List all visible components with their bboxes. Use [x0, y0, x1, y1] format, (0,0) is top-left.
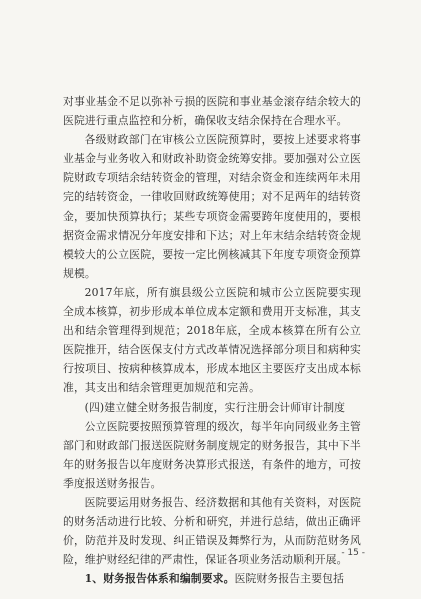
section-heading: (四)建立健全财务报告制度，实行注册会计师审计制度 — [84, 400, 346, 414]
subsection-heading: 1、财务报告体系和编制要求。 — [84, 572, 235, 586]
subsection-text: 医院财务报告主要包括 — [234, 572, 345, 586]
subsection-paragraph — [63, 569, 361, 588]
body-paragraph-2: 各级财政部门在审核公立医院预算时，要按上述要求将事业基金与业务收入和财政补助资金统筹安排。要加强对公立医院财政专项结余结转资金的管理，对结余资金和连续两年未用完的结转资金，一律收回财政统筹使用；对不足两年的结转资金，要加快预算执行；某些专项资金需要跨年度使用的，要根据资金需求情况分年度安排和下达；对上年末结余结转资金规模较大的公立医院，要按一定比例核减其下年度专项资金预算规模。 — [63, 133, 361, 280]
page-number: - 15 - — [341, 548, 365, 558]
body-paragraph-3: 2017年底，所有旗县级公立医院和城市公立医院要实现全成本核算，初步形成本单位成本定额和费用开支标准，其支出和结余管理得到规范；2018年底，全成本核算在所有公立医院推开，结合医保支付方式改革情况选择部分项目和病种实行按项目、按病种核算成本，形成本地区主要医疗支出成本标准，其支出和结余管理更加规范和完善。 — [63, 285, 361, 395]
body-paragraph-4: 公立医院要按照预算管理的级次，每半年向同级业务主管部门和财政部门报送医院财务制度规定的财务报告，其中下半年的财务报告以年度财务决算形式报送，有条件的地方，可按季度报送财务报告。 — [63, 419, 361, 490]
body-paragraph-1: 对事业基金不足以弥补亏损的医院和事业基金滚存结余较大的医院进行重点监控和分析，确保收支结余保持在合理水平。 — [63, 95, 361, 128]
body-paragraph-5: 医院要运用财务报告、经济数据和其他有关资料，对医院的财务活动进行比较、分析和研究，并进行总结，做出正确评价，防范并及时发现、纠正错误及舞弊行为，从而防范财务风险，维护财经纪律的严肃性，保证各项业务活动顺利开展。 — [63, 495, 361, 567]
